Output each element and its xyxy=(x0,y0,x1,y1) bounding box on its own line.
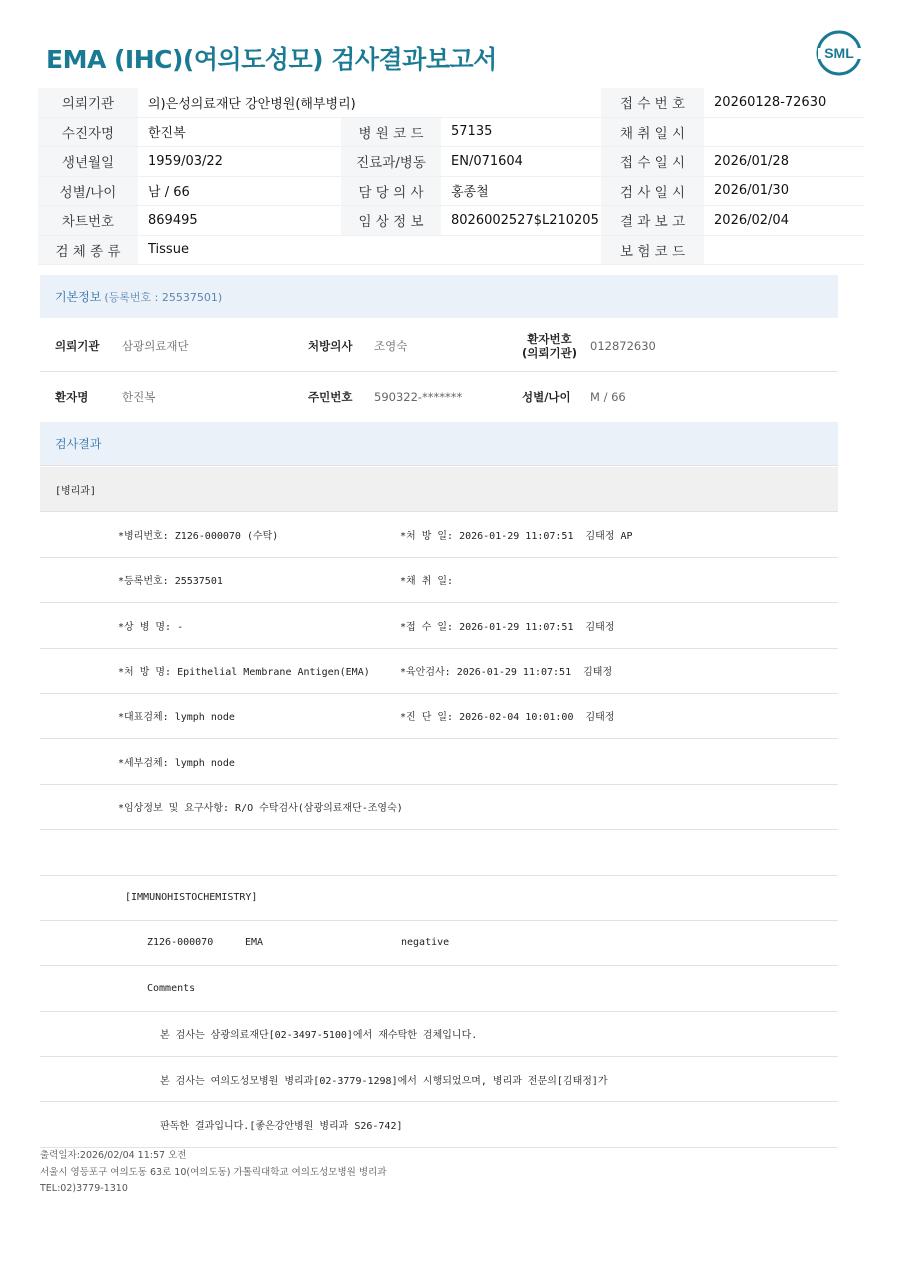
results-body xyxy=(40,467,838,1148)
info-value: 590322-******* xyxy=(374,390,463,404)
comment-text: 판독한 결과입니다.[좋은강안병원 병리과 S26-742] xyxy=(160,1120,403,1132)
header-value: 869495 xyxy=(138,206,341,236)
telephone: TEL:02)3779-1310 xyxy=(40,1183,128,1194)
result-line-right: *채 취 일: xyxy=(400,576,454,588)
header-value xyxy=(441,235,601,265)
result-line-left: *상 병 명: - xyxy=(118,621,184,633)
header-value: 57135 xyxy=(441,117,601,147)
header-value xyxy=(704,117,864,147)
comments-label: Comments xyxy=(147,982,196,994)
info-value: 012872630 xyxy=(590,339,656,353)
header-label: 검 사 일 시 xyxy=(601,176,704,206)
result-line xyxy=(40,512,838,557)
footer xyxy=(40,1148,386,1198)
results-heading xyxy=(40,422,838,466)
department-row xyxy=(40,467,838,512)
basic-info-title: 기본정보 xyxy=(55,290,102,304)
comment-row xyxy=(40,1012,838,1057)
ihc-header-row xyxy=(40,876,838,921)
header-label: 결 과 보 고 xyxy=(601,206,704,236)
header-value: Tissue xyxy=(138,235,341,265)
info-label: 성별/나이 xyxy=(522,390,571,404)
info-value: M / 66 xyxy=(590,390,626,404)
result-line xyxy=(40,603,838,648)
result-line xyxy=(40,785,838,830)
header-label: 채 취 일 시 xyxy=(601,117,704,147)
comments-label-row xyxy=(40,966,838,1011)
header-label: 임 상 정 보 xyxy=(341,206,441,236)
comment-text: 본 검사는 삼광의료재단[02-3497-5100]에서 재수탁한 검체입니다. xyxy=(160,1030,478,1042)
result-line xyxy=(40,649,838,694)
info-label: 환자명 xyxy=(55,390,89,404)
result-line-left: *임상정보 및 요구사항: R/O 수탁검사(삼광의료재단-조영숙) xyxy=(118,803,403,815)
basic-info-row xyxy=(40,321,838,372)
ihc-specimen-id: Z126-000070 xyxy=(147,937,214,949)
result-line-left: *등록번호: 25537501 xyxy=(118,576,223,588)
header-label: 차트번호 xyxy=(38,206,138,236)
header-value: 의)은성의료재단 강안병원(해부병리) xyxy=(138,88,601,117)
header-value: 남 / 66 xyxy=(138,176,341,206)
department-label: [병리과] xyxy=(55,485,97,497)
blank-row xyxy=(40,830,838,875)
header-value: 홍종철 xyxy=(441,176,601,206)
ihc-result-row xyxy=(40,921,838,966)
header-label: 성별/나이 xyxy=(38,176,138,206)
info-label: 의뢰기관 xyxy=(55,339,100,353)
header-label: 생년월일 xyxy=(38,147,138,177)
info-value: 한진복 xyxy=(122,390,156,404)
result-line-right: *처 방 일: 2026-01-29 11:07:51 김태정 AP xyxy=(400,530,633,542)
result-line-right: *접 수 일: 2026-01-29 11:07:51 김태정 xyxy=(400,621,615,633)
header-value: 2026/01/30 xyxy=(704,176,864,206)
result-line xyxy=(40,694,838,739)
print-date: 출력일자:2026/02/04 11:57 오전 xyxy=(40,1150,187,1161)
header-label: 병 원 코 드 xyxy=(341,117,441,147)
info-label: 주민번호 xyxy=(308,390,353,404)
result-line-left: *처 방 명: Epithelial Membrane Antigen(EMA) xyxy=(118,667,370,679)
header-value xyxy=(704,235,864,265)
sml-logo xyxy=(814,28,864,78)
basic-info-heading xyxy=(40,275,838,318)
logo-text: SML xyxy=(824,45,854,61)
result-line-left: *병리번호: Z126-000070 (수탁) xyxy=(118,530,279,542)
report-title: EMA (IHC)(여의도성모) 검사결과보고서 xyxy=(46,45,497,74)
result-line-right: *육안검사: 2026-01-29 11:07:51 김태정 xyxy=(400,667,613,679)
header-label: 접 수 일 시 xyxy=(601,147,704,177)
header-label xyxy=(341,235,441,265)
info-value: 조영숙 xyxy=(374,339,408,353)
comment-row xyxy=(40,1057,838,1102)
ihc-marker: EMA xyxy=(245,937,264,949)
result-line-left: *대표검체: lymph node xyxy=(118,712,235,724)
header-label: 보 험 코 드 xyxy=(601,235,704,265)
header-row xyxy=(38,88,864,117)
header-info-table xyxy=(38,88,864,265)
info-value: 삼광의료재단 xyxy=(122,339,189,353)
header-value: EN/071604 xyxy=(441,147,601,177)
header-label: 수진자명 xyxy=(38,117,138,147)
header-value: 2026/01/28 xyxy=(704,147,864,177)
header-value: 20260128-72630 xyxy=(704,88,864,117)
header-row xyxy=(38,176,864,206)
result-line xyxy=(40,739,838,784)
comment-text: 본 검사는 여의도성모병원 병리과[02-3779-1298]에서 시행되었으며, 병리과 전문의[김태정]가 xyxy=(160,1075,608,1087)
header-row xyxy=(38,206,864,236)
header-label: 의뢰기관 xyxy=(38,88,138,117)
header-label: 담 당 의 사 xyxy=(341,176,441,206)
header-label: 검 체 종 류 xyxy=(38,235,138,265)
ihc-result: negative xyxy=(401,937,450,949)
comment-row xyxy=(40,1102,838,1147)
results-title: 검사결과 xyxy=(55,437,102,451)
basic-info-grid xyxy=(40,321,838,423)
info-label-patient-number xyxy=(522,321,577,371)
header-row xyxy=(38,147,864,177)
result-line-right: *진 단 일: 2026-02-04 10:01:00 김태정 xyxy=(400,712,615,724)
header-label: 진료과/병동 xyxy=(341,147,441,177)
info-label: 처방의사 xyxy=(308,339,353,353)
basic-info-row xyxy=(40,372,838,423)
header-value: 1959/03/22 xyxy=(138,147,341,177)
info-label: 환자번호 xyxy=(527,332,572,346)
address: 서울시 영등포구 여의도동 63로 10(여의도동) 가톨릭대학교 여의도성모병원 병리과 xyxy=(40,1166,387,1178)
header-value: 8026002527$L210205 xyxy=(441,206,601,236)
registration-number: (등록번호 : 25537501) xyxy=(104,290,223,304)
header-value: 한진복 xyxy=(138,117,341,147)
header-value: 2026/02/04 xyxy=(704,206,864,236)
ihc-header: [IMMUNOHISTOCHEMISTRY] xyxy=(125,892,258,904)
header-row xyxy=(38,235,864,265)
info-label: (의뢰기관) xyxy=(522,346,577,360)
header-label: 접 수 번 호 xyxy=(601,88,704,117)
result-line xyxy=(40,558,838,603)
header-row xyxy=(38,117,864,147)
result-line-left: *세부검체: lymph node xyxy=(118,757,235,769)
